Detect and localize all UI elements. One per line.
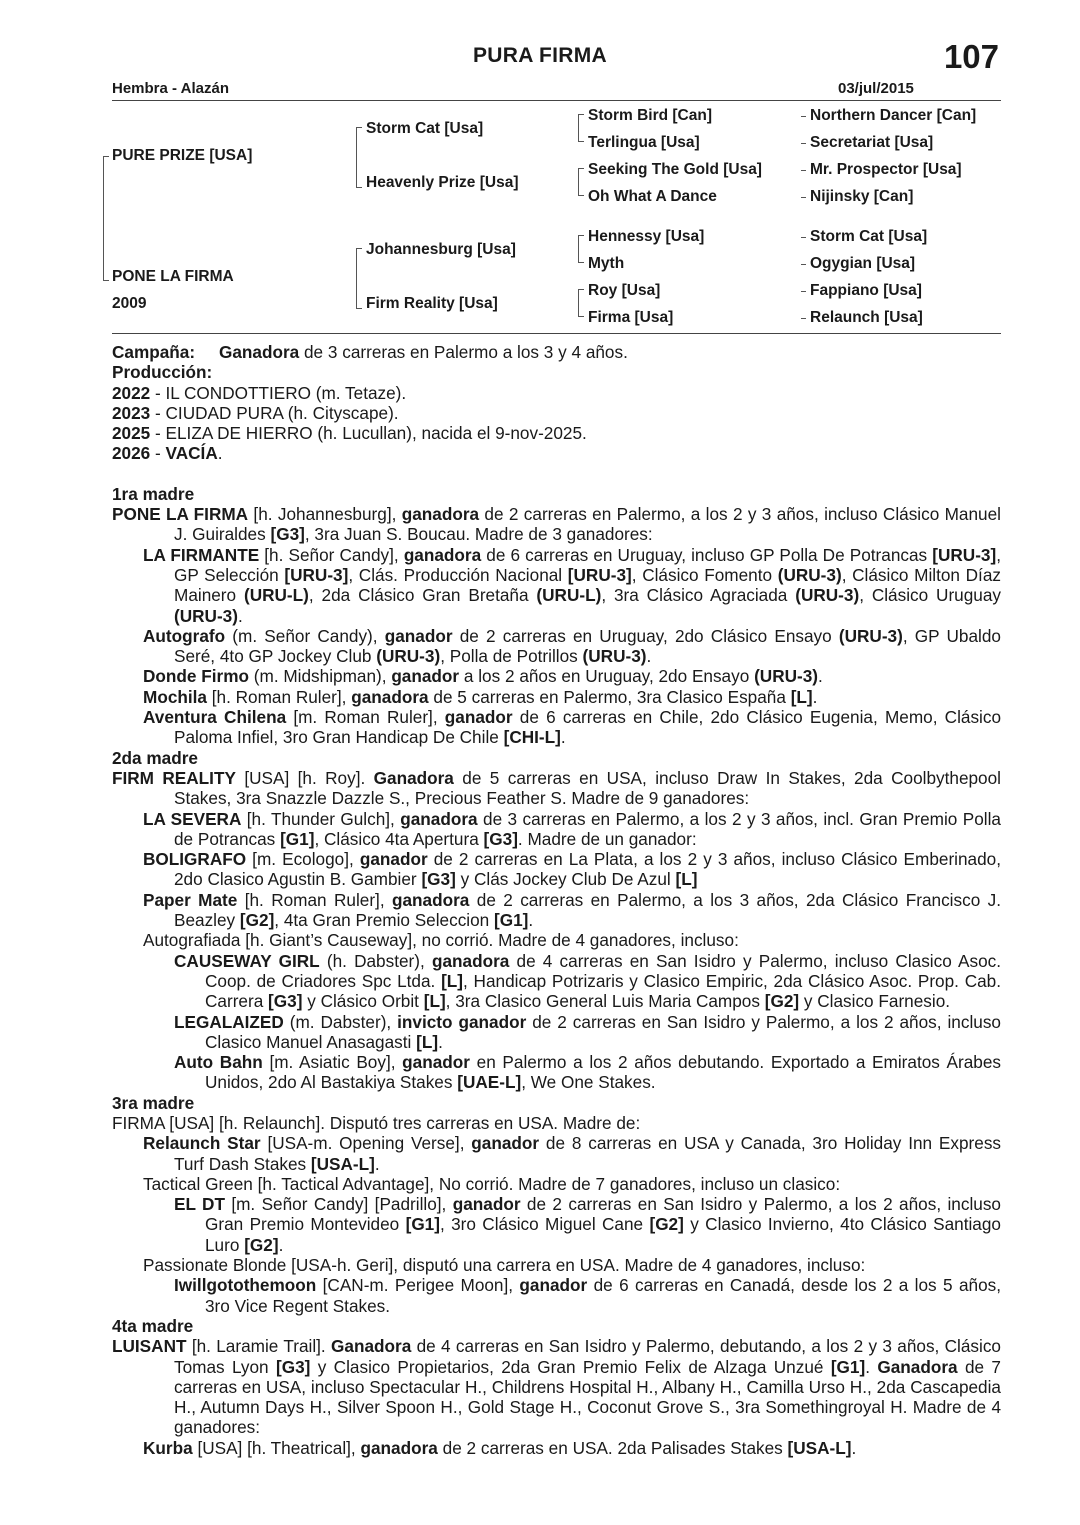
entry-firma: FIRMA [USA] [h. Relaunch]. Disputó tres carreras en USA. Madre de: bbox=[112, 1112, 641, 1133]
bold-segment: [G3] bbox=[421, 869, 456, 890]
bold-segment: [L] bbox=[423, 991, 446, 1012]
text-segment: [h. Laramie Trail]. bbox=[186, 1336, 332, 1357]
bracket-g2b bbox=[356, 248, 357, 308]
bold-segment: (URU-3) bbox=[174, 605, 238, 626]
entry-autografo bbox=[112, 626, 1001, 667]
text-segment: de 6 carreras en Chile, 2do Clásico Eugenia, Memo, Clásico Paloma Infiel, 3ro Gran Handicap De Chile bbox=[174, 707, 1002, 748]
sire-name: PURE PRIZE [USA] bbox=[112, 147, 253, 164]
bold-segment: LA FIRMANTE bbox=[143, 544, 260, 565]
entry-la-firmante bbox=[112, 545, 1001, 626]
bold-segment: [G2] bbox=[239, 910, 275, 931]
bold-segment: [G3] bbox=[268, 991, 303, 1012]
text-segment: , 3ra Clásico Agraciada bbox=[601, 585, 796, 606]
text-segment: de 2 carreras en Palermo, a los 2 y 3 años, incluso Clásico Manuel J. Guiraldes bbox=[174, 504, 1001, 545]
dash bbox=[801, 170, 806, 171]
production-status: VACÍA bbox=[165, 443, 218, 464]
tick bbox=[578, 114, 584, 115]
text-segment: , 4ta Gran Premio Seleccion bbox=[274, 910, 495, 931]
bold-segment: Donde Firmo bbox=[143, 666, 249, 687]
g4-name: Ogygian [Usa] bbox=[810, 255, 916, 272]
bold-segment: [G3] bbox=[275, 1356, 311, 1377]
tick bbox=[578, 316, 584, 317]
text-segment: . bbox=[865, 1356, 878, 1377]
g3-name: Seeking The Gold [Usa] bbox=[588, 161, 762, 178]
text-segment: , Clás. Producción Nacional bbox=[348, 564, 568, 585]
g3-name: Firma [Usa] bbox=[588, 309, 674, 326]
dam-year: 2009 bbox=[112, 295, 147, 312]
entry-legalaized bbox=[112, 1012, 1001, 1053]
tick bbox=[356, 308, 362, 309]
bold-segment: (URU-L) bbox=[243, 585, 309, 606]
text-segment: (h. Dabster), bbox=[319, 950, 432, 971]
bold-segment: ganador bbox=[444, 707, 513, 728]
entry-relaunch-star bbox=[112, 1133, 1001, 1174]
g2-name: Storm Cat [Usa] bbox=[366, 120, 484, 137]
text-segment: . bbox=[851, 1437, 857, 1458]
text-segment: [m. Asiatic Boy], bbox=[262, 1052, 403, 1073]
tick bbox=[356, 127, 362, 128]
g3-name: Oh What A Dance bbox=[588, 188, 717, 205]
text-segment: de 4 carreras en San Isidro y Palermo, debutando, a los 2 y 3 años, Clásico Tomas Lyon bbox=[174, 1336, 1001, 1377]
bold-segment: (URU-3) bbox=[795, 585, 860, 606]
text-segment: , Clásico Uruguay bbox=[859, 585, 1002, 606]
production-year: 2022 bbox=[112, 382, 151, 403]
bold-segment: [L] bbox=[416, 1031, 439, 1052]
text-segment: (m. Dabster), bbox=[283, 1011, 398, 1032]
text-segment: . Madre de un ganador: bbox=[517, 828, 697, 849]
entry-boligrafo bbox=[112, 849, 1001, 890]
bold-segment: ganador bbox=[384, 625, 453, 646]
bracket-g1 bbox=[103, 156, 104, 280]
text-segment: de 5 carreras en Palermo, 3ra Clasico España bbox=[428, 686, 791, 707]
entry-iwillgotothemoon bbox=[112, 1275, 1001, 1316]
entry-tactical-green: Tactical Green [h. Tactical Advantage], No corrió. Madre de 7 ganadores, incluso un clasico: bbox=[143, 1173, 841, 1194]
bold-segment: ganadora bbox=[401, 504, 480, 525]
bold-segment: Aventura Chilena bbox=[143, 707, 287, 728]
text-segment: . bbox=[818, 666, 823, 687]
bold-segment: [L] bbox=[441, 970, 464, 991]
bold-segment: Kurba bbox=[143, 1437, 193, 1458]
entry-luisant bbox=[112, 1336, 1001, 1437]
g2-name: Heavenly Prize [Usa] bbox=[366, 174, 519, 191]
dash bbox=[801, 237, 806, 238]
text-segment: , GP Ubaldo Seré, 4to GP Jockey Club bbox=[174, 625, 1001, 667]
g4-name: Relaunch [Usa] bbox=[810, 309, 923, 326]
text-segment: . bbox=[237, 605, 243, 626]
page-title: PURA FIRMA bbox=[472, 44, 608, 67]
text-segment: [h. Thunder Gulch], bbox=[241, 808, 401, 829]
entry-causeway-girl bbox=[112, 951, 1001, 1012]
text-segment: de 2 carreras en San Isidro y Palermo, a los 2 años, incluso Gran Premio Montevideo bbox=[205, 1194, 1001, 1235]
text-segment: (m. Señor Candy), bbox=[225, 625, 385, 646]
text-segment: a los 2 años en Uruguay, 2do Ensayo bbox=[459, 666, 755, 687]
bold-segment: Ganadora bbox=[373, 767, 454, 788]
text-segment: de 2 carreras en Palermo, a los 3 años, 2da Clásico Francisco J. Beazley bbox=[174, 889, 1002, 931]
text-segment: , Clásico 4ta Apertura bbox=[314, 828, 484, 849]
entry-donde-firmo bbox=[112, 666, 1001, 686]
text-segment: [CAN-m. Perigee Moon], bbox=[316, 1275, 520, 1296]
bold-segment: FIRM REALITY bbox=[112, 767, 236, 788]
campaign-result: Ganadora bbox=[218, 342, 300, 362]
production-item bbox=[112, 423, 1001, 443]
bold-segment: [G1] bbox=[830, 1356, 866, 1377]
bold-segment: PONE LA FIRMA bbox=[112, 504, 249, 525]
bold-segment: ganadora bbox=[403, 544, 482, 565]
section-first-dam: 1ra madre bbox=[112, 483, 195, 504]
bold-segment: [USA-L] bbox=[787, 1437, 852, 1458]
text-segment: [USA-m. Opening Verse], bbox=[260, 1133, 472, 1154]
text-segment: y Clasico Invierno, 4to Clásico Santiago Luro bbox=[205, 1214, 1001, 1255]
dash bbox=[801, 318, 806, 319]
text-segment: de 7 carreras en USA, incluso Spectacular H., Childrens Hospital H., Albany H., Camilla Urso H., 2da Cascapedia H., Autumn Days H., Silver Spoon H., Gold Stage H., Coconut Grove S., 3ra Somethingroyal H. Madre de 4 ganadores: bbox=[174, 1356, 1001, 1438]
text-segment: . bbox=[528, 910, 534, 931]
text-segment: [h. Señor Candy], bbox=[259, 544, 404, 565]
campaign-text: de 3 carreras en Palermo a los 3 y 4 años. bbox=[299, 342, 628, 362]
campaign bbox=[112, 342, 1001, 362]
text-segment: de 5 carreras en USA, incluso Draw In Stakes, 2da Coolbythepool Stakes, 3ra Snazzle Dazzle S., Precious Feather S. Madre de 9 ganadores: bbox=[174, 767, 1001, 809]
entry-kurba bbox=[112, 1438, 1001, 1458]
g3-name: Terlingua [Usa] bbox=[588, 134, 700, 151]
production-text: - CIUDAD PURA (h. Cityscape). bbox=[150, 402, 399, 423]
tick bbox=[578, 289, 584, 290]
tick bbox=[578, 235, 584, 236]
campaign-label: Campaña: bbox=[112, 342, 196, 362]
bold-segment: ganadora bbox=[392, 889, 470, 910]
production-text: - bbox=[150, 443, 166, 464]
tick bbox=[578, 262, 584, 263]
bold-segment: [G1] bbox=[280, 828, 315, 849]
bold-segment: ganadora bbox=[360, 1437, 438, 1458]
bold-segment: [CHI-L] bbox=[503, 727, 561, 748]
bold-segment: (URU-3) bbox=[582, 646, 647, 667]
text-segment: [m. Ecologo], bbox=[246, 849, 360, 870]
text-segment: , 3ro Clásico Miguel Cane bbox=[439, 1214, 650, 1235]
production-item bbox=[112, 403, 1001, 423]
tick bbox=[103, 280, 109, 281]
bracket-g3 bbox=[578, 168, 579, 195]
bold-segment: ganador bbox=[359, 849, 428, 870]
bold-segment: [G2] bbox=[649, 1214, 684, 1235]
top-rule bbox=[112, 100, 1001, 101]
entry-mochila bbox=[112, 687, 1001, 707]
bold-segment: invicto ganador bbox=[397, 1011, 527, 1032]
text-segment: de 6 carreras en Canadá, desde los 2 a los 5 años, 3ro Vice Regent Stakes. bbox=[205, 1275, 1001, 1316]
text-segment: , 3ra Clasico General Luis Maria Campos bbox=[445, 991, 765, 1012]
bold-segment: Autografo bbox=[143, 625, 226, 646]
text-segment: de 2 carreras en San Isidro y Palermo, a los 2 años, incluso Clasico Manuel Anasagasti bbox=[205, 1011, 1001, 1052]
g4-name: Mr. Prospector [Usa] bbox=[810, 161, 962, 178]
bold-segment: Ganadora bbox=[877, 1356, 958, 1377]
dash bbox=[801, 116, 806, 117]
bold-segment: LUISANT bbox=[112, 1336, 187, 1357]
bold-segment: (URU-3) bbox=[777, 564, 842, 585]
sex-color: Hembra - Alazán bbox=[112, 80, 229, 97]
production-text: . bbox=[217, 443, 223, 464]
bold-segment: [G2] bbox=[764, 991, 800, 1012]
text-segment: [m. Roman Ruler], bbox=[286, 707, 445, 728]
bold-segment: ganadora bbox=[351, 686, 429, 707]
entry-auto-bahn bbox=[112, 1052, 1001, 1093]
bold-segment: [G1] bbox=[494, 910, 529, 931]
entry-aventura-chilena bbox=[112, 707, 1001, 748]
bold-segment: Paper Mate bbox=[143, 889, 238, 910]
dash bbox=[801, 197, 806, 198]
text-segment: de 3 carreras en Palermo, a los 2 y 3 años, incl. Gran Premio Polla de Potrancas bbox=[174, 808, 1001, 849]
pedigree-bottom-rule bbox=[112, 333, 1001, 334]
bold-segment: Iwillgotothemoon bbox=[174, 1275, 317, 1296]
dash bbox=[801, 143, 806, 144]
bold-segment: ganador bbox=[519, 1275, 588, 1296]
bold-segment: (URU-3) bbox=[838, 625, 903, 646]
dash bbox=[801, 291, 806, 292]
bold-segment: (URU-3) bbox=[754, 666, 819, 687]
g4-name: Northern Dancer [Can] bbox=[810, 107, 977, 124]
g2-name: Firm Reality [Usa] bbox=[366, 295, 498, 312]
bracket-g3 bbox=[578, 289, 579, 316]
text-segment: , Polla de Potrillos bbox=[440, 646, 583, 667]
tick bbox=[103, 156, 109, 157]
text-segment: en Palermo a los 2 años debutando. Exportado a Emiratos Árabes Unidos, 2do Al Bastakiya Stakes bbox=[205, 1052, 1001, 1093]
g4-name: Nijinsky [Can] bbox=[810, 188, 914, 205]
bracket-g2a bbox=[356, 127, 357, 187]
bold-segment: CAUSEWAY GIRL bbox=[174, 950, 320, 971]
g4-name: Storm Cat [Usa] bbox=[810, 228, 928, 245]
bold-segment: [URU-3] bbox=[284, 564, 349, 585]
text-segment: y Clasico Propietarios, 2da Gran Premio Felix de Alzaga Unzué bbox=[310, 1356, 831, 1377]
bold-segment: Mochila bbox=[143, 686, 207, 707]
section-fourth-dam: 4ta madre bbox=[112, 1315, 194, 1336]
text-segment: y Clásico Orbit bbox=[302, 991, 424, 1012]
text-segment: , Clásico Milton Díaz Mainero bbox=[174, 564, 1001, 606]
spacer bbox=[112, 464, 1001, 484]
tick bbox=[578, 195, 584, 196]
production-text: - IL CONDOTTIERO (m. Tetaze). bbox=[150, 382, 407, 403]
bold-segment: (URU-L) bbox=[536, 585, 602, 606]
production-text: - ELIZA DE HIERRO (h. Lucullan), nacida el 9-nov-2025. bbox=[150, 423, 587, 444]
bold-segment: Ganadora bbox=[331, 1336, 412, 1357]
text-segment: , 3ra Juan S. Boucau. Madre de 3 ganadores: bbox=[304, 524, 653, 545]
text-segment: [USA] [h. Theatrical], bbox=[192, 1437, 361, 1458]
bold-segment: [URU-3] bbox=[567, 564, 632, 585]
text-segment: y Clás Jockey Club De Azul bbox=[455, 869, 676, 890]
entry-passionate-blonde: Passionate Blonde [USA-h. Geri], disputó una carrera en USA. Madre de 4 ganadores, incluso: bbox=[143, 1255, 866, 1276]
text-segment: de 8 carreras en USA y Canada, 3ro Holiday Inn Express Turf Dash Stakes bbox=[174, 1133, 1002, 1174]
entry-pone-la-firma bbox=[112, 504, 1001, 545]
text-segment: . bbox=[438, 1031, 443, 1052]
text-segment: . bbox=[812, 686, 818, 707]
entry-firm-reality bbox=[112, 768, 1001, 809]
text-segment: [h. Johannesburg], bbox=[248, 504, 402, 525]
production-label: Producción: bbox=[112, 362, 213, 383]
entry-autografiada: Autografiada [h. Giant’s Causeway], no corrió. Madre de 4 ganadores, incluso: bbox=[143, 930, 739, 951]
text-segment: , GP Selección bbox=[174, 544, 1001, 585]
section-third-dam: 3ra madre bbox=[112, 1092, 195, 1113]
text-segment: . bbox=[646, 646, 652, 667]
tick bbox=[356, 248, 362, 249]
bold-segment: Auto Bahn bbox=[174, 1052, 263, 1073]
text-segment: [m. Señor Candy] [Padrillo], bbox=[224, 1194, 453, 1215]
text-segment: , We One Stakes. bbox=[521, 1072, 656, 1093]
g4-name: Fappiano [Usa] bbox=[810, 282, 922, 299]
birth-date: 03/jul/2015 bbox=[838, 80, 914, 97]
text-segment: de 2 carreras en USA. 2da Palisades Stakes bbox=[437, 1437, 788, 1458]
catalog-body bbox=[112, 342, 1001, 1458]
entry-el-dt bbox=[112, 1194, 1001, 1255]
bold-segment: Relaunch Star bbox=[143, 1133, 261, 1154]
bold-segment: [USA-L] bbox=[310, 1153, 375, 1174]
bold-segment: BOLIGRAFO bbox=[143, 849, 247, 870]
production-item bbox=[112, 383, 1001, 403]
page-number: 107 bbox=[943, 38, 999, 75]
bold-segment: ganadora bbox=[431, 950, 510, 971]
bold-segment: [UAE-L] bbox=[457, 1072, 522, 1093]
bold-segment: [L] bbox=[790, 686, 813, 707]
bold-segment: EL DT bbox=[174, 1194, 225, 1215]
bold-segment: ganadora bbox=[400, 808, 478, 829]
g2-name: Johannesburg [Usa] bbox=[366, 241, 516, 258]
text-segment: [h. Roman Ruler], bbox=[237, 889, 392, 910]
text-segment: . bbox=[278, 1234, 284, 1255]
production-year: 2026 bbox=[112, 443, 151, 464]
text-segment: de 2 carreras en Uruguay, 2do Clásico Ensayo bbox=[452, 625, 839, 646]
bold-segment: (URU-3) bbox=[376, 646, 441, 667]
g3-name: Myth bbox=[588, 255, 625, 272]
tick bbox=[578, 168, 584, 169]
bold-segment: [G3] bbox=[270, 524, 305, 545]
text-segment: , 2da Clásico Gran Bretaña bbox=[308, 585, 537, 606]
dam-name: PONE LA FIRMA bbox=[112, 268, 234, 285]
bold-segment: [URU-3] bbox=[932, 544, 997, 565]
bold-segment: ganador bbox=[402, 1052, 470, 1073]
text-segment: , Clásico Fomento bbox=[631, 564, 778, 585]
text-segment: (m. Midshipman), bbox=[249, 666, 392, 687]
g4-name: Secretariat [Usa] bbox=[810, 134, 934, 151]
tick bbox=[356, 187, 362, 188]
production-year: 2023 bbox=[112, 402, 151, 423]
section-second-dam: 2da madre bbox=[112, 747, 198, 768]
bold-segment: ganador bbox=[471, 1133, 540, 1154]
text-segment: de 6 carreras en Uruguay, incluso GP Polla De Potrancas bbox=[481, 544, 933, 565]
g3-name: Hennessy [Usa] bbox=[588, 228, 705, 245]
bold-segment: ganador bbox=[452, 1194, 521, 1215]
dash bbox=[801, 264, 806, 265]
bold-segment: [L] bbox=[675, 869, 698, 890]
entry-paper-mate bbox=[112, 890, 1001, 931]
text-segment: . bbox=[374, 1153, 380, 1174]
text-segment: , Handicap Potrizaris y Clasico Empiric, 2da Clásico Asoc. Prop. Cab. Carrera bbox=[205, 970, 1001, 1012]
text-segment: [h. Roman Ruler], bbox=[206, 686, 352, 707]
bracket-g3 bbox=[578, 114, 579, 141]
bold-segment: LA SEVERA bbox=[143, 808, 242, 829]
g3-name: Roy [Usa] bbox=[588, 282, 661, 299]
text-segment: de 4 carreras en San Isidro y Palermo, incluso Clasico Asoc. Coop. de Criadores Spc Ltda. bbox=[205, 950, 1001, 991]
bold-segment: ganador bbox=[391, 666, 460, 687]
text-segment: de 2 carreras en La Plata, a los 2 y 3 años, incluso Clásico Emberinado, 2do Clasico Agustin B. Gambier bbox=[174, 849, 1001, 890]
entry-la-severa bbox=[112, 809, 1001, 850]
text-segment: [USA] [h. Roy]. bbox=[235, 767, 374, 788]
text-segment: y Clasico Farnesio. bbox=[799, 991, 951, 1012]
production-year: 2025 bbox=[112, 423, 151, 444]
production-item bbox=[112, 443, 1001, 463]
text-segment: . bbox=[560, 727, 566, 748]
tick bbox=[578, 141, 584, 142]
g3-name: Storm Bird [Can] bbox=[588, 107, 712, 124]
bold-segment: [G1] bbox=[405, 1214, 440, 1235]
bold-segment: [G2] bbox=[244, 1234, 279, 1255]
bold-segment: LEGALAIZED bbox=[174, 1011, 284, 1032]
bold-segment: [G3] bbox=[483, 828, 518, 849]
bracket-g3 bbox=[578, 235, 579, 262]
